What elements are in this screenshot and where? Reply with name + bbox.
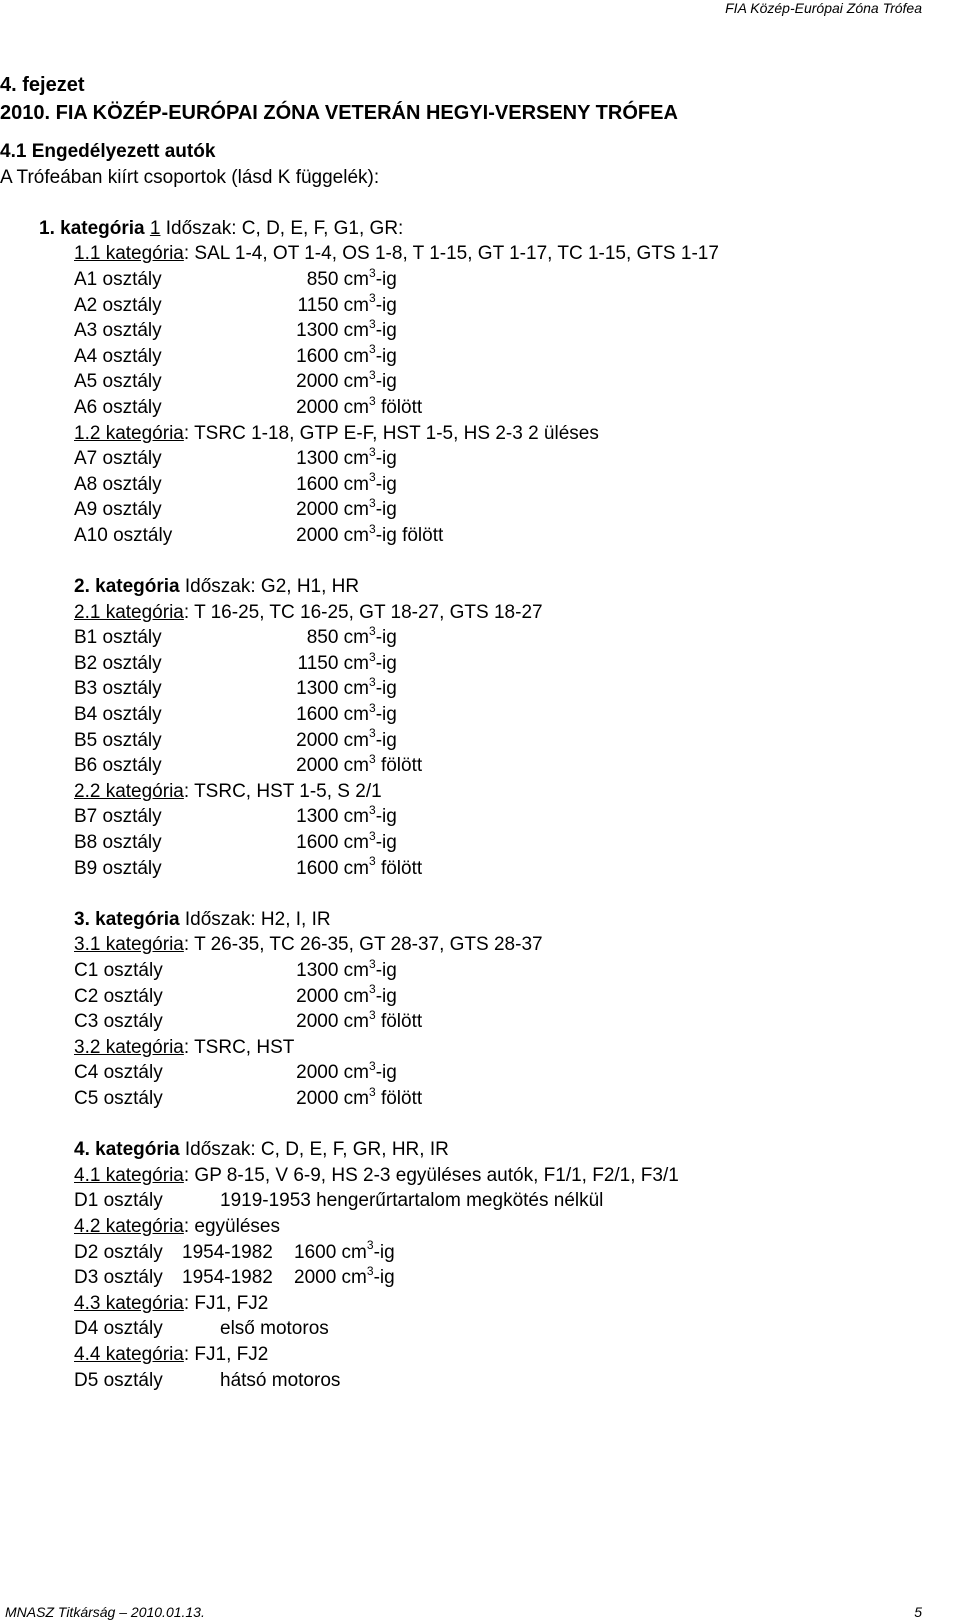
class-capacity: 2000 cm	[296, 371, 369, 393]
superscript: 3	[369, 700, 376, 715]
superscript: 3	[369, 649, 376, 664]
subcategory-number: 2.1 kategória	[74, 601, 184, 623]
class-capacity: 1600 cm	[296, 345, 369, 367]
subcategory-number: 3.2 kategória	[74, 1036, 184, 1058]
superscript: 3	[369, 1084, 376, 1099]
class-capacity: 850 cm	[306, 627, 369, 649]
class-name: B4 osztály	[74, 704, 162, 726]
subcategory-desc: : TSRC 1-18, GTP E-F, HST 1-5, HS 2-3 2 üléses	[183, 422, 599, 444]
class-name: A10 osztály	[74, 524, 173, 546]
class-capacity: 850 cm	[306, 268, 369, 290]
subcategory-desc: : TSRC, HST	[183, 1036, 295, 1058]
class-list	[0, 625, 940, 779]
subcategory-1-2	[0, 421, 940, 447]
superscript: 3	[369, 393, 376, 408]
class-desc: hátsó motoros	[220, 1369, 341, 1391]
class-capacity: 2000 cm	[296, 1087, 369, 1109]
category-3-number: 3. kategória	[74, 908, 180, 930]
class-row: D2 osztály 1954-1982 1600 $cm^3-ig$	[0, 1240, 940, 1266]
class-capacity: 2000 cm	[296, 499, 369, 521]
class-row	[0, 856, 940, 882]
superscript: 3	[369, 675, 376, 690]
class-capacity: 2000 cm	[296, 729, 369, 751]
category-2-heading	[0, 574, 940, 600]
subcategory-number: 4.1 kategória	[74, 1164, 184, 1186]
class-name: D1 osztály	[74, 1190, 163, 1212]
class-name: A5 osztály	[74, 371, 162, 393]
superscript: 3	[369, 495, 376, 510]
class-suffix: fölött	[375, 1011, 423, 1033]
chapter-title: 2010. FIA KÖZÉP-EURÓPAI ZÓNA VETERÁN HEGYI-VERSENY TRÓFEA	[0, 102, 678, 124]
class-name: D5 osztály	[74, 1369, 163, 1391]
class-row	[0, 728, 940, 754]
class-name: D4 osztály	[74, 1318, 163, 1340]
superscript: 3	[369, 726, 376, 741]
class-capacity: 1300 cm	[296, 960, 369, 981]
subcategory-desc: : FJ1, FJ2	[183, 1343, 269, 1365]
subcategory-3-2	[0, 1035, 940, 1061]
class-capacity: 1600 cm	[296, 832, 369, 854]
class-name: A2 osztály	[74, 294, 162, 316]
subcategory-desc: : együléses	[183, 1215, 280, 1237]
document-body	[0, 71, 940, 1393]
class-capacity: 1300 cm	[296, 678, 369, 700]
class-name: C1 osztály	[74, 960, 163, 981]
superscript: 3	[369, 470, 376, 485]
chapter-heading: 4. fejezet	[0, 74, 85, 96]
footer-text: MNASZ Titkárság – 2010.01.13.	[5, 1604, 205, 1620]
class-suffix: -ig	[375, 960, 397, 981]
subcategory-desc: : T 16-25, TC 16-25, GT 18-27, GTS 18-27	[183, 601, 543, 623]
class-suffix: -ig	[375, 320, 397, 342]
superscript: 3	[369, 956, 376, 971]
class-suffix: -ig	[375, 806, 397, 828]
superscript: 3	[369, 316, 376, 331]
class-suffix: -ig	[375, 1062, 397, 1084]
class-list	[0, 1060, 940, 1111]
class-suffix: -ig	[375, 473, 397, 495]
subcategory-number: 4.2 kategória	[74, 1215, 184, 1237]
class-row	[0, 984, 940, 1010]
class-name: C4 osztály	[74, 1062, 163, 1084]
subcategory-4-2	[0, 1214, 940, 1240]
class-suffix: -ig	[375, 832, 397, 854]
class-name: C3 osztály	[74, 1011, 163, 1033]
class-name: C2 osztály	[74, 985, 163, 1007]
class-suffix: fölött	[375, 396, 423, 418]
category-4-heading	[0, 1137, 940, 1163]
subcategory-number: 4.4 kategória	[74, 1343, 184, 1365]
class-years: 1954-1982	[182, 1267, 273, 1289]
class-name: D2 osztály	[74, 1241, 163, 1263]
class-row	[0, 625, 940, 651]
subcategory-1-1	[0, 241, 940, 267]
class-capacity: 1600 cm	[296, 704, 369, 726]
subcategory-desc: : TSRC, HST 1-5, S 2/1	[183, 780, 382, 802]
class-capacity: 2000 cm	[296, 1011, 369, 1033]
class-capacity: 2000 cm	[294, 1267, 367, 1289]
subcategory-4-1	[0, 1163, 940, 1189]
class-capacity: 2000 cm	[296, 755, 369, 777]
class-capacity: 2000 cm	[296, 985, 369, 1007]
class-suffix: -ig	[375, 448, 397, 470]
subcategory-number: 1.2 kategória	[74, 422, 184, 444]
subcategory-3-1	[0, 932, 940, 958]
class-suffix: -ig	[375, 294, 397, 316]
class-row	[0, 344, 940, 370]
superscript: 3	[369, 265, 376, 280]
class-suffix: fölött	[375, 857, 423, 879]
class-name: B5 osztály	[74, 729, 162, 751]
subcategory-number: 4.3 kategória	[74, 1292, 184, 1314]
class-suffix: -ig fölött	[375, 524, 444, 546]
class-row	[0, 472, 940, 498]
class-row	[0, 1060, 940, 1086]
superscript: 3	[369, 342, 376, 357]
class-name: B3 osztály	[74, 678, 162, 700]
superscript: 3	[369, 854, 376, 869]
class-suffix: -ig	[375, 499, 397, 521]
superscript: 3	[369, 1007, 376, 1022]
class-row	[0, 1009, 940, 1035]
class-name: A4 osztály	[74, 345, 162, 367]
class-capacity: 1600 cm	[296, 473, 369, 495]
class-name: A6 osztály	[74, 396, 162, 418]
subcategory-number: 2.2 kategória	[74, 780, 184, 802]
class-list	[0, 446, 940, 548]
category-3-period: Időszak: H2, I, IR	[184, 908, 331, 930]
class-name: A1 osztály	[74, 268, 162, 290]
class-row	[0, 395, 940, 421]
category-1-marker: 1	[149, 217, 161, 239]
class-row	[0, 318, 940, 344]
superscript: 3	[369, 623, 376, 638]
class-desc: első motoros	[220, 1318, 329, 1340]
class-capacity: 1150 cm	[297, 294, 369, 316]
class-name: B8 osztály	[74, 832, 162, 854]
category-3-heading	[0, 907, 940, 933]
page-number: 5	[914, 1604, 922, 1620]
subcategory-2-2	[0, 779, 940, 805]
class-row	[0, 523, 940, 549]
class-row	[0, 676, 940, 702]
superscript: 3	[369, 982, 376, 997]
class-name: A9 osztály	[74, 499, 162, 521]
class-name: A8 osztály	[74, 473, 162, 495]
class-row	[0, 702, 940, 728]
category-1-period: Időszak: C, D, E, F, G1, GR:	[165, 217, 404, 239]
superscript: 3	[369, 803, 376, 818]
class-suffix: -ig	[375, 652, 397, 674]
subcategory-desc: : FJ1, FJ2	[183, 1292, 269, 1314]
subcategory-2-1	[0, 600, 940, 626]
class-name: B1 osztály	[74, 627, 162, 649]
subcategory-desc: : GP 8-15, V 6-9, HS 2-3 együléses autók, F1/1, F2/1, F3/1	[183, 1164, 679, 1186]
superscript: 3	[369, 444, 376, 459]
class-capacity: 1300 cm	[296, 806, 369, 828]
class-row	[0, 830, 940, 856]
class-list	[0, 958, 940, 1035]
class-capacity: 1600 cm	[294, 1241, 367, 1263]
superscript: 3	[369, 751, 376, 766]
class-row	[0, 446, 940, 472]
class-name: C5 osztály	[74, 1087, 163, 1109]
class-suffix: -ig	[375, 371, 397, 393]
section-intro: A Trófeában kiírt csoportok (lásd K függelék):	[0, 166, 380, 188]
class-list	[0, 267, 940, 421]
category-4-period: Időszak: C, D, E, F, GR, HR, IR	[184, 1139, 449, 1161]
class-row	[0, 267, 940, 293]
class-row	[0, 1086, 940, 1112]
class-row	[0, 497, 940, 523]
class-row	[0, 1316, 940, 1342]
class-name: A7 osztály	[74, 448, 162, 470]
class-row	[0, 958, 940, 984]
class-name: B7 osztály	[74, 806, 162, 828]
class-suffix: -ig	[375, 268, 397, 290]
class-row	[0, 753, 940, 779]
subcategory-desc: : SAL 1-4, OT 1-4, OS 1-8, T 1-15, GT 1-17, TC 1-15, GTS 1-17	[183, 243, 719, 265]
subcategory-4-3	[0, 1291, 940, 1317]
category-2-number: 2. kategória	[74, 576, 180, 598]
class-suffix: -ig	[375, 345, 397, 367]
class-suffix: -ig	[375, 729, 397, 751]
superscript: 3	[369, 521, 376, 536]
class-row	[0, 1368, 940, 1394]
class-capacity: 1300 cm	[296, 448, 369, 470]
superscript: 3	[369, 828, 376, 843]
superscript: 3	[369, 368, 376, 383]
class-suffix: -ig	[375, 985, 397, 1007]
superscript: 3	[369, 1059, 376, 1074]
class-name: D3 osztály	[74, 1267, 163, 1289]
class-suffix: -ig	[375, 678, 397, 700]
class-row: D3 osztály 1954-1982 2000 $cm^3-ig$	[0, 1265, 940, 1291]
category-4-number: 4. kategória	[74, 1139, 180, 1161]
class-suffix: fölött	[375, 755, 423, 777]
class-row	[0, 1188, 940, 1214]
class-capacity: 1300 cm	[296, 320, 369, 342]
category-2-period: Időszak: G2, H1, HR	[184, 576, 360, 598]
category-1-number: 1. kategória	[39, 217, 145, 239]
class-capacity: 2000 cm	[296, 1062, 369, 1084]
class-name: B9 osztály	[74, 857, 162, 879]
class-row	[0, 651, 940, 677]
class-capacity: 2000 cm	[296, 524, 369, 546]
class-row	[0, 804, 940, 830]
class-name: A3 osztály	[74, 320, 162, 342]
subcategory-4-4	[0, 1342, 940, 1368]
category-1-heading	[0, 216, 940, 242]
class-name: B2 osztály	[74, 652, 162, 674]
class-desc: 1919-1953 hengerűrtartalom megkötés nélkül	[220, 1190, 604, 1212]
subcategory-number: 1.1 kategória	[74, 243, 184, 265]
class-row	[0, 293, 940, 319]
class-capacity: 1600 cm	[296, 857, 369, 879]
superscript: 3	[369, 291, 376, 306]
subcategory-number: 3.1 kategória	[74, 934, 184, 956]
running-header: FIA Közép-Európai Zóna Trófea	[725, 0, 922, 16]
class-list	[0, 804, 940, 881]
class-name: B6 osztály	[74, 755, 162, 777]
class-capacity: 1150 cm	[297, 652, 369, 674]
class-suffix: fölött	[375, 1087, 423, 1109]
subcategory-desc: : T 26-35, TC 26-35, GT 28-37, GTS 28-37	[183, 934, 543, 956]
section-heading: 4.1 Engedélyezett autók	[0, 141, 216, 162]
class-capacity: 2000 cm	[296, 396, 369, 418]
class-suffix: -ig	[375, 704, 397, 726]
class-suffix: -ig	[375, 627, 397, 649]
class-years: 1954-1982	[182, 1241, 273, 1263]
class-row	[0, 369, 940, 395]
